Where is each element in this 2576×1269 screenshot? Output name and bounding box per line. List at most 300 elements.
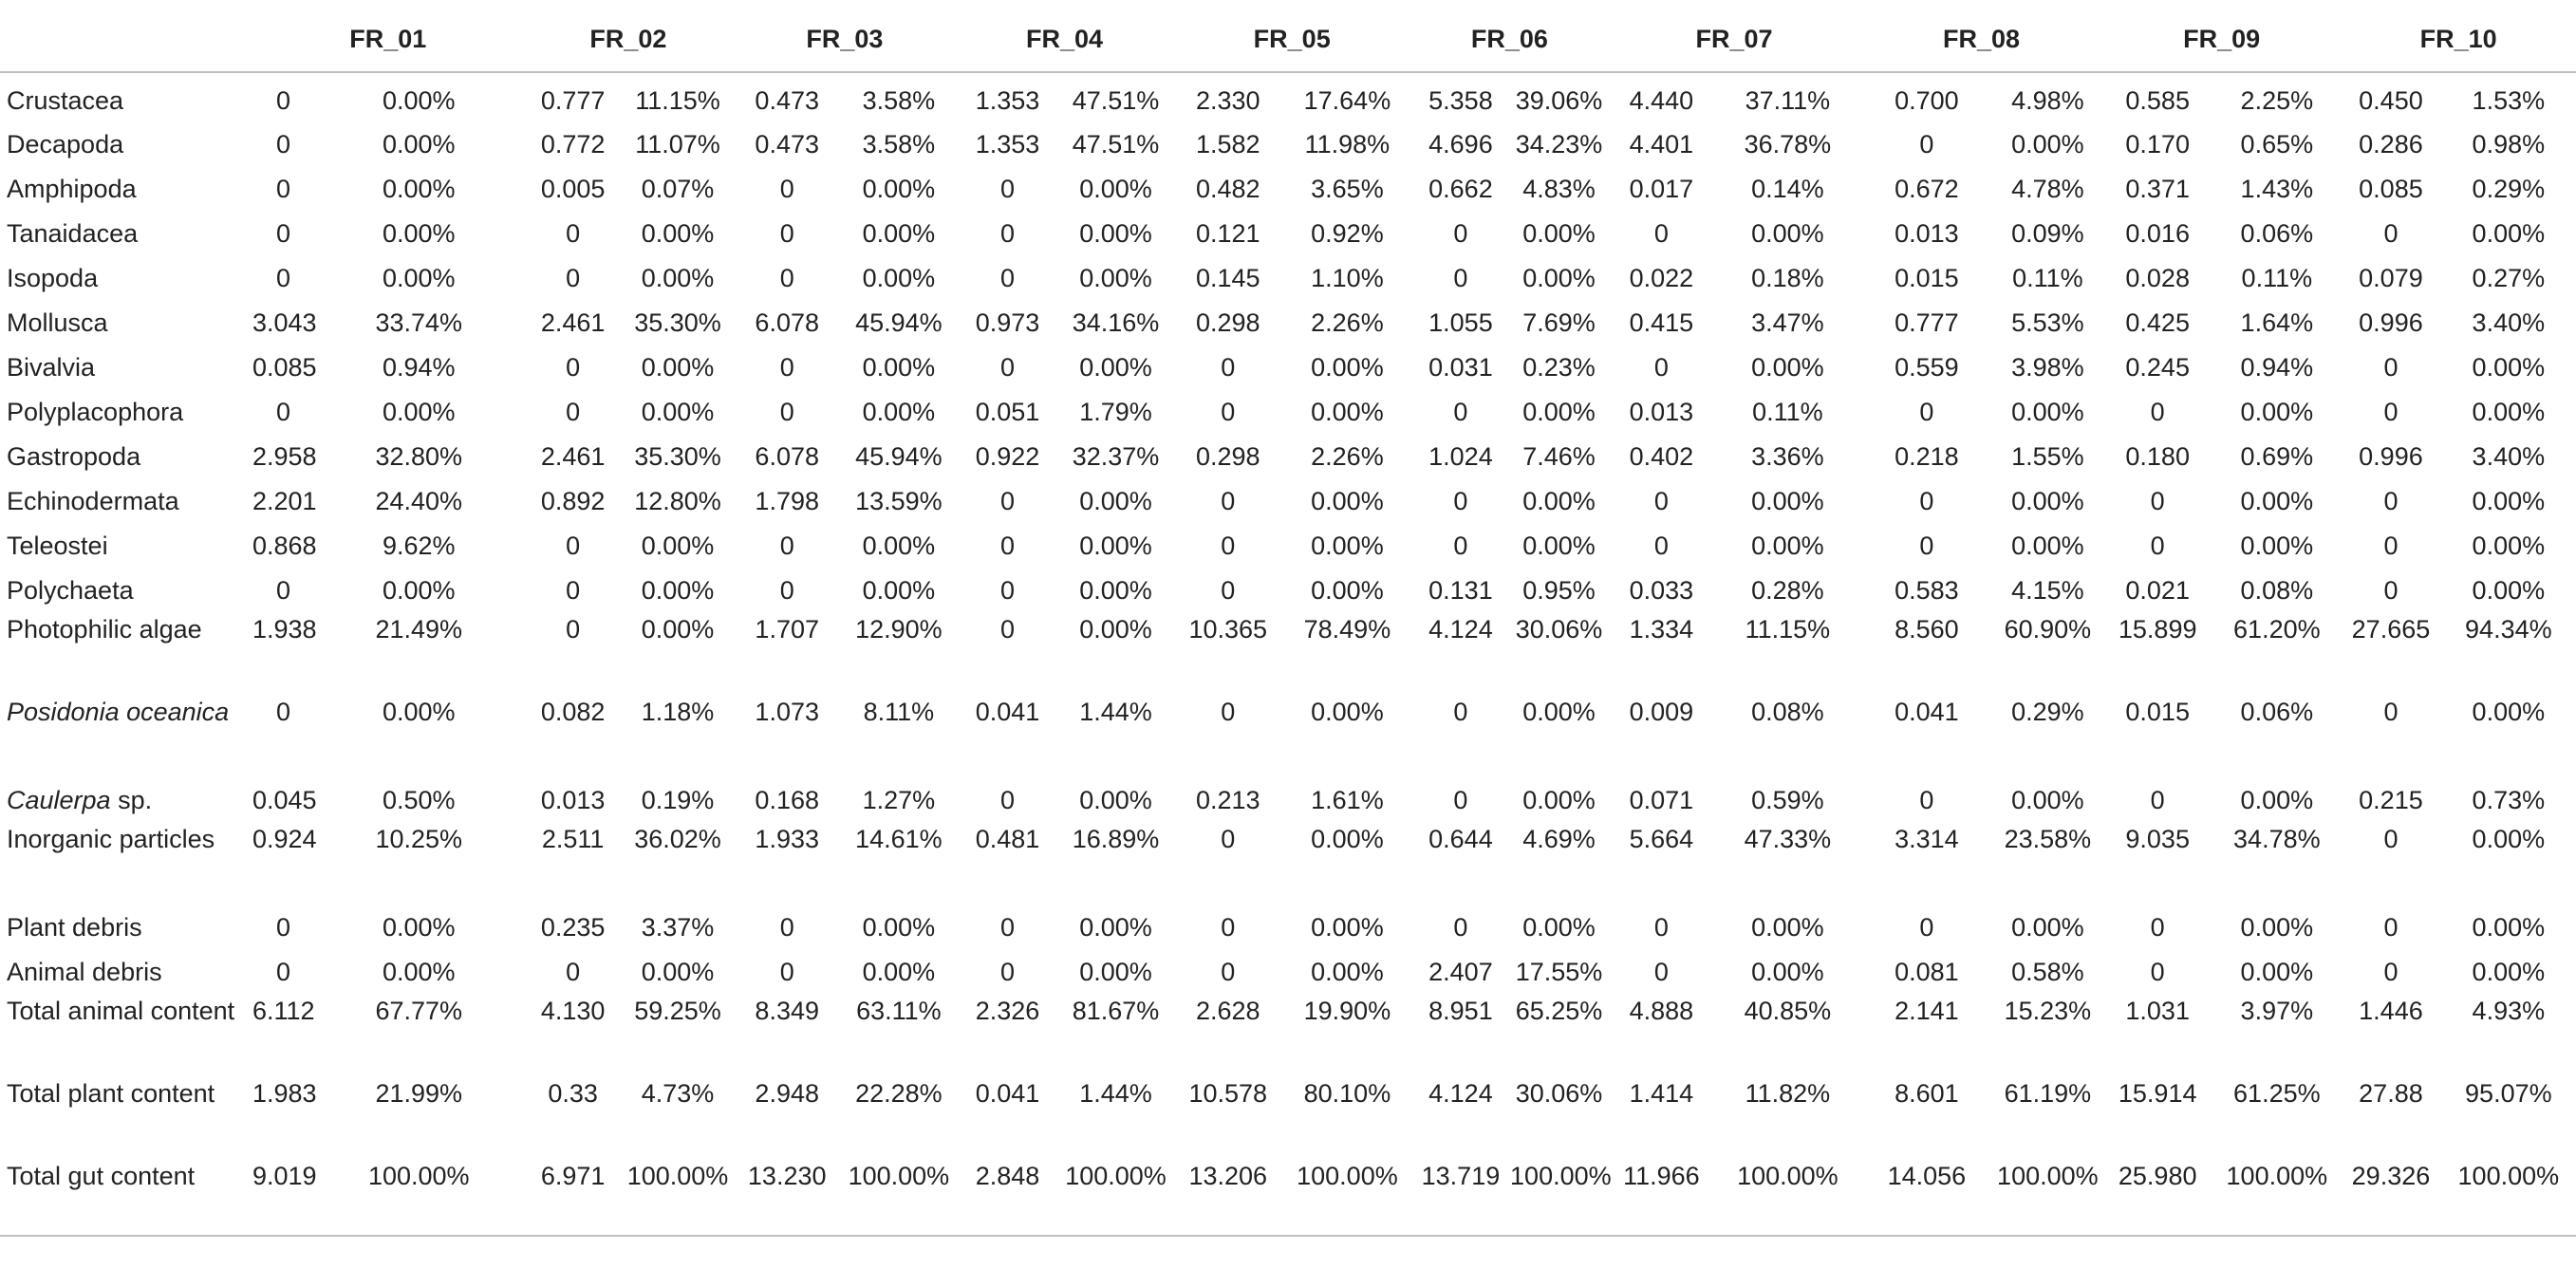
cell-percent: 0.00% <box>1079 786 1152 814</box>
cell-percent: 0.00% <box>2472 532 2546 560</box>
cell-percent: 0.00% <box>862 398 936 426</box>
cell-weight: 2.141 <box>1895 997 1959 1025</box>
cell-weight: 0 <box>275 86 290 115</box>
cell-percent: 0.18% <box>1751 264 1824 292</box>
cell-percent: 0.00% <box>1751 487 1824 515</box>
cell-percent: 23.58% <box>2004 825 2092 853</box>
cell-percent: 3.40% <box>2472 442 2546 471</box>
cell-weight: 0 <box>1221 958 1236 986</box>
cell-percent: 0.00% <box>862 219 936 248</box>
table-row <box>0 1154 2576 1236</box>
cell-weight: 6.078 <box>755 442 819 471</box>
cell-percent: 0.00% <box>1522 698 1596 726</box>
row-label <box>0 429 252 474</box>
table-row <box>0 117 2576 161</box>
cell-percent: 59.25% <box>634 997 721 1025</box>
cell-percent: 33.74% <box>375 308 463 337</box>
cell-weight: 4.696 <box>1428 130 1493 159</box>
cell-weight: 0 <box>1919 786 1934 814</box>
cell-weight: 0.286 <box>2359 130 2423 159</box>
row-label <box>0 690 252 773</box>
cell-weight: 1.055 <box>1428 308 1493 337</box>
cell-weight: 0.371 <box>2125 175 2190 203</box>
row-label <box>0 817 252 900</box>
cell-percent: 4.15% <box>2011 576 2084 605</box>
cell-percent: 0.00% <box>382 219 456 248</box>
cell-percent: 0.00% <box>1522 264 1596 292</box>
cell-weight: 6.971 <box>524 1154 623 1236</box>
row-label-text: Total gut content <box>7 1162 196 1190</box>
table-row <box>0 773 2576 817</box>
cell-percent: 0.00% <box>862 532 936 560</box>
cell-percent: 1.10% <box>1311 264 1384 292</box>
cell-weight: 0.298 <box>1195 442 1260 471</box>
row-label <box>0 773 252 817</box>
cell-weight: 0 <box>1653 219 1669 248</box>
row-label-text: Photophilic algae <box>7 615 202 644</box>
cell-weight: 0.041 <box>1895 698 1959 726</box>
cell-percent: 36.78% <box>1744 130 1832 159</box>
cell-percent: 0.00% <box>641 576 715 605</box>
row-label <box>0 206 252 251</box>
cell-percent: 0.00% <box>641 398 715 426</box>
table-row <box>0 429 2576 474</box>
row-label-text: Polychaeta <box>7 576 134 605</box>
cell-weight: 14.056 <box>1860 1154 1993 1236</box>
cell-percent: 100.00% <box>1715 1154 1860 1236</box>
cell-weight: 0.168 <box>755 786 819 814</box>
cell-weight: 3.043 <box>252 308 317 337</box>
cell-weight: 4.130 <box>540 997 606 1025</box>
cell-weight: 8.601 <box>1895 1079 1959 1108</box>
row-label <box>0 944 252 989</box>
cell-percent: 0.00% <box>382 264 456 292</box>
cell-weight: 4.440 <box>1629 86 1694 115</box>
cell-percent: 0.00% <box>2011 786 2084 814</box>
cell-percent: 0.00% <box>1751 958 1824 986</box>
cell-weight: 0.121 <box>1195 219 1260 248</box>
cell-weight: 0.425 <box>2125 308 2190 337</box>
cell-weight: 0 <box>999 175 1015 203</box>
cell-weight: 0.868 <box>252 532 317 560</box>
cell-percent: 100.00% <box>841 1154 956 1236</box>
cell-percent: 0.69% <box>2240 442 2314 471</box>
cell-percent: 100.00% <box>1058 1154 1172 1236</box>
cell-weight: 2.461 <box>540 442 606 471</box>
cell-weight: 2.511 <box>541 825 605 853</box>
cell-percent: 35.30% <box>634 308 721 337</box>
cell-weight: 0.085 <box>252 353 317 382</box>
cell-weight: 0 <box>1919 532 1934 560</box>
cell-weight: 1.798 <box>755 487 819 515</box>
cell-percent: 0.29% <box>2472 175 2546 203</box>
row-label-text: Polyplacophora <box>7 398 184 426</box>
cell-weight: 10.365 <box>1188 615 1268 644</box>
cell-weight: 0 <box>999 532 1015 560</box>
cell-weight: 0.585 <box>2125 86 2190 115</box>
cell-percent: 0.00% <box>2240 487 2314 515</box>
table-row <box>0 206 2576 251</box>
cell-percent: 2.26% <box>1311 442 1384 471</box>
cell-percent: 0.11% <box>1752 398 1823 426</box>
cell-percent: 4.73% <box>641 1079 715 1108</box>
cell-weight: 27.88 <box>2359 1079 2423 1108</box>
cell-weight: 0.482 <box>1195 175 1260 203</box>
cell-weight: 2.407 <box>1428 958 1493 986</box>
cell-weight: 0.415 <box>1629 308 1694 337</box>
cell-weight: 0.298 <box>1195 308 1260 337</box>
cell-percent: 0.00% <box>1522 786 1596 814</box>
cell-percent: 45.94% <box>855 308 943 337</box>
cell-percent: 7.69% <box>1522 308 1596 337</box>
cell-weight: 6.112 <box>252 997 315 1025</box>
cell-weight: 0 <box>2383 958 2399 986</box>
cell-weight: 0 <box>1453 532 1468 560</box>
cell-percent: 0.65% <box>2240 130 2314 159</box>
cell-weight: 0.017 <box>1629 175 1694 203</box>
cell-percent: 100.00% <box>1283 1154 1411 1236</box>
cell-percent: 0.00% <box>1311 958 1384 986</box>
cell-percent: 0.59% <box>1751 786 1824 814</box>
cell-percent: 0.00% <box>1522 398 1596 426</box>
cell-percent: 100.00% <box>2212 1154 2341 1236</box>
cell-percent: 0.00% <box>2472 487 2546 515</box>
cell-percent: 0.00% <box>382 175 456 203</box>
cell-weight: 0.892 <box>540 487 606 515</box>
cell-weight: 11.966 <box>1608 1154 1715 1236</box>
row-label <box>0 72 252 117</box>
cell-percent: 63.11% <box>856 997 942 1025</box>
cell-weight: 0.402 <box>1629 442 1694 471</box>
cell-percent: 0.00% <box>2472 913 2546 942</box>
table-row <box>0 817 2576 900</box>
cell-weight: 0 <box>779 175 794 203</box>
cell-weight: 0 <box>999 353 1015 382</box>
cell-weight: 0.583 <box>1895 576 1959 605</box>
cell-weight: 9.019 <box>252 1154 314 1236</box>
cell-weight: 0 <box>2383 913 2399 942</box>
cell-weight: 8.349 <box>755 997 819 1025</box>
cell-weight: 0 <box>1453 913 1468 942</box>
cell-percent: 47.33% <box>1744 825 1832 853</box>
row-label-text: Tanaidacea <box>7 219 139 248</box>
cell-weight: 0.777 <box>1895 308 1959 337</box>
cell-percent: 0.00% <box>2011 532 2084 560</box>
cell-percent: 34.16% <box>1072 308 1160 337</box>
cell-weight: 0 <box>2150 487 2165 515</box>
cell-percent: 0.00% <box>1311 398 1384 426</box>
cell-weight: 15.914 <box>2118 1079 2197 1108</box>
cell-percent: 0.00% <box>1311 353 1384 382</box>
cell-percent: 0.06% <box>2240 219 2314 248</box>
cell-percent: 11.98% <box>1304 130 1391 159</box>
cell-weight: 2.201 <box>252 487 317 515</box>
cell-weight: 0 <box>2383 219 2399 248</box>
cell-percent: 47.51% <box>1072 86 1160 115</box>
cell-weight: 0.450 <box>2359 86 2423 115</box>
cell-percent: 0.07% <box>641 175 715 203</box>
cell-weight: 8.560 <box>1895 615 1959 644</box>
cell-weight: 4.124 <box>1428 615 1493 644</box>
cell-weight: 2.326 <box>975 997 1040 1025</box>
cell-weight: 0.009 <box>1629 698 1694 726</box>
cell-percent: 0.00% <box>862 958 936 986</box>
cell-weight: 0.051 <box>975 398 1040 426</box>
cell-percent: 0.00% <box>1079 913 1152 942</box>
cell-weight: 0 <box>566 615 581 644</box>
cell-weight: 0.022 <box>1629 264 1694 292</box>
cell-percent: 100.00% <box>314 1154 524 1236</box>
cell-percent: 0.00% <box>1079 264 1152 292</box>
cell-weight: 2.958 <box>252 442 317 471</box>
cell-percent: 0.00% <box>1079 576 1152 605</box>
cell-percent: 34.78% <box>2233 825 2321 853</box>
row-label-text: Crustacea <box>7 86 124 115</box>
diet-composition-table <box>0 7 2576 1237</box>
cell-percent: 0.00% <box>1311 576 1384 605</box>
cell-percent: 14.61% <box>855 825 943 853</box>
cell-weight: 0 <box>275 130 290 159</box>
cell-weight: 0 <box>275 698 290 726</box>
row-label <box>0 251 252 295</box>
cell-percent: 0.00% <box>2472 825 2546 853</box>
cell-percent: 19.90% <box>1303 997 1391 1025</box>
cell-weight: 0 <box>779 958 794 986</box>
cell-percent: 7.46% <box>1522 442 1596 471</box>
column-header-fr-05: FR_05 <box>1173 7 1411 72</box>
cell-weight: 0.700 <box>1895 86 1959 115</box>
cell-percent: 9.62% <box>382 532 456 560</box>
cell-percent: 17.64% <box>1303 86 1391 115</box>
cell-weight: 0 <box>2150 398 2165 426</box>
cell-weight: 0 <box>566 219 581 248</box>
cell-weight: 0.015 <box>2125 698 2190 726</box>
cell-weight: 0.031 <box>1428 353 1493 382</box>
table-row <box>0 690 2576 773</box>
cell-percent: 3.97% <box>2240 997 2314 1025</box>
cell-percent: 0.00% <box>1079 958 1152 986</box>
cell-percent: 15.23% <box>2004 997 2092 1025</box>
row-label-text: Plant debris <box>7 913 142 942</box>
cell-percent: 0.00% <box>641 264 715 292</box>
cell-percent: 37.11% <box>1745 86 1831 115</box>
cell-percent: 0.00% <box>1079 353 1152 382</box>
cell-percent: 0.00% <box>1079 487 1152 515</box>
cell-weight: 0 <box>1919 913 1934 942</box>
cell-weight: 0.481 <box>975 825 1040 853</box>
cell-weight: 0.996 <box>2359 442 2423 471</box>
cell-percent: 0.00% <box>641 219 715 248</box>
row-label-text: Animal debris <box>7 958 162 986</box>
cell-weight: 13.206 <box>1173 1154 1283 1236</box>
table-row <box>0 295 2576 340</box>
cell-percent: 12.80% <box>634 487 721 515</box>
cell-percent: 1.61% <box>1311 786 1384 814</box>
cell-percent: 0.00% <box>641 532 715 560</box>
cell-weight: 0 <box>2383 353 2399 382</box>
cell-weight: 0.922 <box>975 442 1040 471</box>
cell-percent: 0.00% <box>2240 958 2314 986</box>
cell-percent: 11.82% <box>1745 1079 1831 1108</box>
cell-percent: 1.43% <box>2240 175 2314 203</box>
cell-weight: 0 <box>1221 698 1236 726</box>
table-row <box>0 340 2576 384</box>
cell-weight: 9.035 <box>2125 825 2190 853</box>
cell-weight: 0.473 <box>755 130 819 159</box>
table-row <box>0 474 2576 518</box>
cell-weight: 0.973 <box>975 308 1040 337</box>
cell-percent: 0.00% <box>862 264 936 292</box>
cell-weight: 0.085 <box>2359 175 2423 203</box>
cell-percent: 0.27% <box>2472 264 2546 292</box>
row-label <box>0 563 252 607</box>
table-row <box>0 944 2576 989</box>
cell-percent: 4.78% <box>2011 175 2084 203</box>
cell-weight: 0 <box>1653 353 1669 382</box>
cell-percent: 0.00% <box>1751 219 1824 248</box>
cell-weight: 0 <box>1453 264 1468 292</box>
cell-percent: 0.00% <box>2240 532 2314 560</box>
cell-weight: 0.013 <box>1629 398 1694 426</box>
cell-weight: 0 <box>999 576 1015 605</box>
cell-weight: 0.131 <box>1428 576 1493 605</box>
cell-percent: 34.23% <box>1515 130 1603 159</box>
cell-percent: 0.00% <box>382 398 456 426</box>
row-label <box>0 1072 252 1154</box>
cell-weight: 0.473 <box>755 86 819 115</box>
cell-percent: 0.00% <box>1751 532 1824 560</box>
cell-weight: 0 <box>779 913 794 942</box>
cell-weight: 0.235 <box>540 913 606 942</box>
cell-percent: 0.92% <box>1311 219 1384 248</box>
header-row <box>0 7 2576 72</box>
cell-weight: 0 <box>2150 532 2165 560</box>
cell-weight: 0 <box>2150 958 2165 986</box>
row-label-text: Total animal content <box>7 997 235 1025</box>
cell-percent: 0.00% <box>382 130 456 159</box>
cell-percent: 39.06% <box>1515 86 1603 115</box>
cell-weight: 0.33 <box>548 1079 598 1108</box>
cell-percent: 0.00% <box>1522 913 1596 942</box>
cell-percent: 0.00% <box>1522 487 1596 515</box>
cell-weight: 4.401 <box>1629 130 1694 159</box>
cell-percent: 36.02% <box>634 825 721 853</box>
cell-weight: 0.777 <box>540 86 606 115</box>
cell-percent: 67.77% <box>375 997 463 1025</box>
cell-percent: 0.00% <box>1751 353 1824 382</box>
cell-weight: 0.013 <box>540 786 606 814</box>
row-label <box>0 518 252 563</box>
cell-weight: 0 <box>779 353 794 382</box>
cell-percent: 0.09% <box>2011 219 2084 248</box>
cell-percent: 100.00% <box>2441 1154 2576 1236</box>
cell-weight: 1.073 <box>755 698 819 726</box>
cell-weight: 0 <box>275 264 290 292</box>
cell-weight: 0 <box>1221 825 1236 853</box>
column-header-fr-08: FR_08 <box>1860 7 2102 72</box>
cell-weight: 0 <box>1919 130 1934 159</box>
cell-percent: 2.26% <box>1311 308 1384 337</box>
cell-weight: 0 <box>1221 487 1236 515</box>
cell-percent: 5.53% <box>2011 308 2084 337</box>
cell-percent: 3.37% <box>641 913 715 942</box>
row-label-text: Amphipoda <box>7 175 137 203</box>
cell-weight: 1.938 <box>252 615 317 644</box>
cell-percent: 0.00% <box>641 353 715 382</box>
cell-weight: 0 <box>1221 532 1236 560</box>
cell-weight: 0.672 <box>1895 175 1959 203</box>
cell-weight: 0 <box>275 913 290 942</box>
cell-percent: 0.23% <box>1522 353 1596 382</box>
cell-percent: 0.00% <box>1751 913 1824 942</box>
cell-percent: 0.08% <box>2240 576 2314 605</box>
cell-percent: 0.00% <box>641 958 715 986</box>
cell-weight: 0.924 <box>252 825 317 853</box>
cell-weight: 0 <box>999 913 1015 942</box>
cell-percent: 0.50% <box>382 786 456 814</box>
cell-percent: 0.00% <box>382 576 456 605</box>
cell-weight: 5.358 <box>1428 86 1493 115</box>
cell-percent: 4.93% <box>2472 997 2546 1025</box>
cell-percent: 0.00% <box>382 913 456 942</box>
cell-weight: 0 <box>2383 698 2399 726</box>
column-header-fr-07: FR_07 <box>1608 7 1860 72</box>
cell-percent: 0.00% <box>2011 398 2084 426</box>
cell-percent: 12.90% <box>855 615 943 644</box>
cell-weight: 0.662 <box>1428 175 1493 203</box>
cell-percent: 0.00% <box>1311 532 1384 560</box>
column-header-fr-01: FR_01 <box>252 7 524 72</box>
cell-weight: 0.005 <box>540 175 606 203</box>
cell-weight: 0 <box>2383 487 2399 515</box>
cell-weight: 0 <box>2383 576 2399 605</box>
cell-weight: 3.314 <box>1895 825 1959 853</box>
table-row <box>0 384 2576 429</box>
cell-weight: 0.081 <box>1895 958 1959 986</box>
cell-percent: 78.49% <box>1303 615 1391 644</box>
column-header-fr-09: FR_09 <box>2102 7 2341 72</box>
cell-weight: 8.951 <box>1428 997 1493 1025</box>
cell-percent: 0.00% <box>2011 130 2084 159</box>
cell-weight: 0 <box>275 958 290 986</box>
cell-percent: 0.00% <box>2472 576 2546 605</box>
cell-percent: 0.00% <box>1522 532 1596 560</box>
cell-percent: 0.29% <box>2011 698 2084 726</box>
cell-percent: 0.00% <box>2011 913 2084 942</box>
cell-percent: 0.58% <box>2011 958 2084 986</box>
row-label-text: Bivalvia <box>7 353 96 382</box>
cell-percent: 0.00% <box>1079 532 1152 560</box>
cell-weight: 0 <box>779 219 794 248</box>
column-header-fr-02: FR_02 <box>524 7 734 72</box>
cell-weight: 10.578 <box>1188 1079 1268 1108</box>
cell-weight: 6.078 <box>755 308 819 337</box>
cell-percent: 45.94% <box>855 442 943 471</box>
cell-weight: 0.996 <box>2359 308 2423 337</box>
cell-weight: 1.414 <box>1629 1079 1694 1108</box>
table-body <box>0 72 2576 1236</box>
cell-percent: 0.00% <box>641 615 715 644</box>
row-label <box>0 474 252 518</box>
cell-weight: 0 <box>1453 786 1468 814</box>
cell-percent: 3.58% <box>862 86 936 115</box>
table-row <box>0 989 2576 1072</box>
cell-weight: 0 <box>1653 958 1669 986</box>
cell-weight: 0 <box>2150 913 2165 942</box>
cell-weight: 0 <box>566 398 581 426</box>
cell-weight: 0.772 <box>540 130 606 159</box>
cell-percent: 0.00% <box>1311 913 1384 942</box>
